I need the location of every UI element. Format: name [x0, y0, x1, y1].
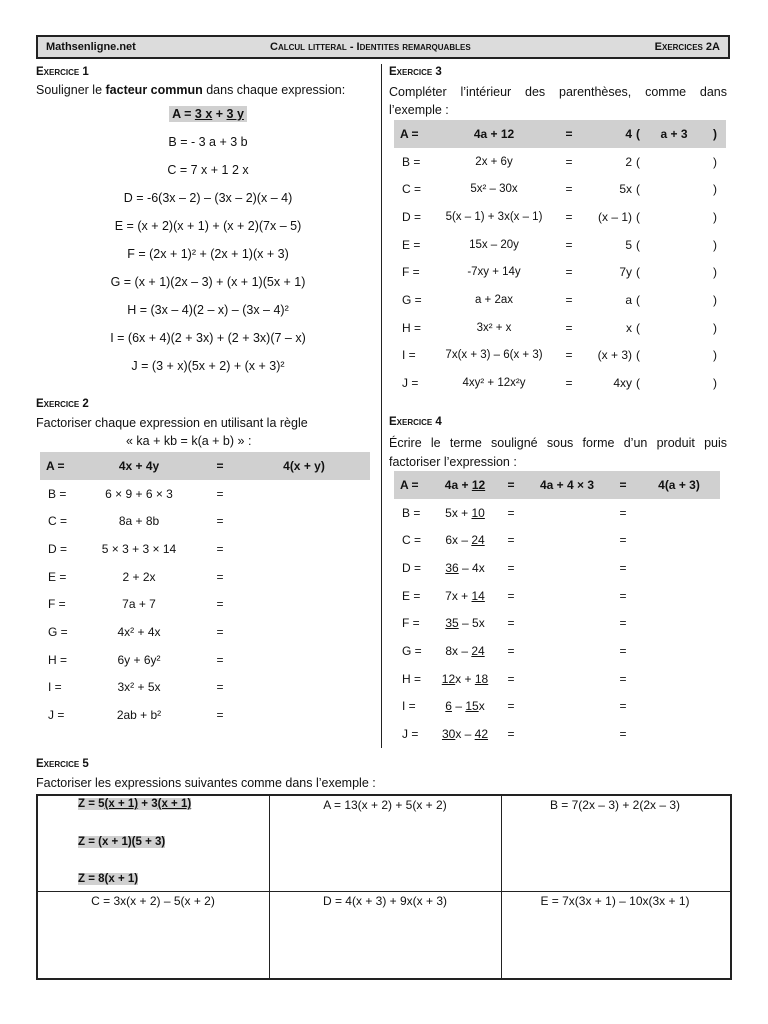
ex3-expr-cell: 15x – 20y: [469, 238, 519, 251]
table-row: [40, 507, 370, 535]
ex5-cell-b[interactable]: [502, 796, 730, 892]
ex5-cell-a[interactable]: [270, 796, 502, 892]
ex2-instruction-2: « ka + kb = k(a + b) » :: [126, 434, 252, 448]
ex3-head-close: ): [704, 120, 726, 148]
table-row: [394, 582, 720, 610]
ex3-close-cell: ): [713, 376, 717, 391]
ex3-open-cell: (: [636, 376, 640, 391]
ex1-expression: I = (6x + 4)(2 + 3x) + (2 + 3x)(7 – x): [110, 331, 306, 345]
ex3-open-cell: (: [636, 320, 640, 335]
ex1-expression: D = -6(3x – 2) – (3x – 2)(x – 4): [123, 191, 293, 205]
table-row: [394, 665, 720, 693]
ex4-label-cell: J =: [402, 727, 419, 742]
ex2-eq-cell: =: [216, 680, 224, 695]
ex2-eq-cell: =: [216, 624, 224, 639]
ex3-title: Exercice 3: [389, 66, 442, 78]
ex4-table: [394, 471, 720, 748]
ex3-inner-cell[interactable]: [644, 148, 704, 176]
column-divider: [381, 64, 382, 748]
ex3-header-row: [394, 120, 726, 148]
table-row: [40, 646, 370, 674]
ex1-instruction: Souligner le facteur commun dans chaque expression:: [36, 83, 346, 97]
ex3-label-cell: G =: [402, 292, 422, 307]
ex4-product-cell[interactable]: [526, 526, 608, 554]
ex4-eq-cell: =: [507, 560, 515, 575]
ex3-eq-cell: =: [565, 154, 573, 169]
ex2-answer-cell[interactable]: [238, 590, 370, 618]
ex3-open-cell: (: [636, 265, 640, 280]
ex2-expr-cell: 3x² + 5x: [117, 680, 161, 695]
ex4-instruction: Écrire le terme souligné sous forme d’un produit puis factoriser l’expression :: [389, 436, 727, 469]
ex3-factor-cell: x: [626, 320, 632, 335]
ex4-expr-cell: 30x – 42: [441, 727, 489, 742]
ex3-factor-cell: (x – 1): [597, 209, 632, 224]
ex2-label-cell: D =: [48, 541, 68, 556]
ex2-header-row: [40, 452, 370, 480]
worksheet-code: Exercices 2A: [654, 41, 720, 53]
ex3-open-cell: (: [636, 237, 640, 252]
ex3-eq-cell: =: [565, 320, 573, 335]
ex4-label-cell: H =: [402, 671, 422, 686]
ex4-result-cell[interactable]: [638, 554, 720, 582]
ex5-title: Exercice 5: [36, 758, 89, 770]
ex4-label-cell: G =: [402, 643, 422, 658]
ex4-result-cell[interactable]: [638, 499, 720, 527]
ex3-head-open: (: [632, 120, 644, 148]
ex4-product-cell[interactable]: [526, 693, 608, 721]
ex3-expr-cell: 4xy² + 12x²y: [462, 377, 526, 390]
ex2-eq-cell: =: [216, 708, 224, 723]
ex2-expr-cell: 6y + 6y²: [117, 652, 161, 667]
ex2-label-cell: E =: [48, 569, 67, 584]
ex3-expr-cell: a + 2ax: [474, 293, 514, 306]
ex3-open-cell: (: [636, 209, 640, 224]
site-name: Mathsenligne.net: [46, 41, 136, 53]
ex4-eq2-cell: =: [619, 643, 627, 658]
ex4-result-cell[interactable]: [638, 665, 720, 693]
table-row: [394, 148, 726, 176]
ex3-expr-cell: 5(x – 1) + 3x(x – 1): [445, 210, 543, 223]
table-row: [40, 674, 370, 702]
ex1-expression: F = (2x + 1)² + (2x + 1)(x + 3): [127, 247, 289, 261]
ex2-expr-cell: 8a + 8b: [118, 514, 160, 529]
ex2-expr-cell: 2 + 2x: [122, 569, 156, 584]
ex2-head-expr: 4x + 4y: [76, 452, 202, 480]
ex3-eq-cell: =: [565, 237, 573, 252]
ex5-expr-e: E = 7x(3x + 1) – 10x(3x + 1): [540, 894, 690, 908]
ex2-answer-cell[interactable]: [238, 480, 370, 508]
ex2-answer-cell[interactable]: [238, 618, 370, 646]
ex1-expression: G = (x + 1)(2x – 3) + (x + 1)(5x + 1): [110, 275, 306, 289]
ex2-eq-cell: =: [216, 514, 224, 529]
ex5-example-line-2: Z = (x + 1)(5 + 3): [78, 836, 166, 848]
table-row: [394, 175, 726, 203]
ex4-head-eq: =: [496, 471, 526, 499]
ex4-product-cell[interactable]: [526, 637, 608, 665]
table-row: [394, 526, 720, 554]
ex3-factor-cell: 4xy: [613, 376, 632, 391]
ex3-factor-cell: 5: [625, 237, 632, 252]
ex3-label-cell: E =: [402, 237, 421, 252]
ex2-answer-cell[interactable]: [238, 674, 370, 702]
ex3-head-label: A =: [394, 120, 434, 148]
ex4-expr-cell: 7x + 14: [445, 588, 485, 603]
ex4-result-cell[interactable]: [638, 609, 720, 637]
ex2-answer-cell[interactable]: [238, 646, 370, 674]
ex5-expr-d: D = 4(x + 3) + 9x(x + 3): [322, 894, 448, 908]
ex3-close-cell: ): [713, 209, 717, 224]
ex4-eq2-cell: =: [619, 533, 627, 548]
ex4-eq2-cell: =: [619, 727, 627, 742]
ex3-inner-cell[interactable]: [644, 231, 704, 259]
ex3-eq-cell: =: [565, 209, 573, 224]
ex4-title: Exercice 4: [389, 416, 442, 428]
ex3-label-cell: H =: [402, 320, 422, 335]
ex3-expr-cell: 3x² + x: [476, 321, 512, 334]
ex4-eq-cell: =: [507, 671, 515, 686]
ex3-open-cell: (: [636, 154, 640, 169]
page-header: [36, 35, 730, 59]
ex4-result-cell[interactable]: [638, 720, 720, 748]
table-row: [394, 499, 720, 527]
table-row: [394, 258, 726, 286]
table-row: [394, 554, 720, 582]
ex4-label-cell: I =: [402, 699, 416, 714]
ex2-answer-cell[interactable]: [238, 563, 370, 591]
ex4-eq2-cell: =: [619, 588, 627, 603]
ex4-product-cell[interactable]: [526, 609, 608, 637]
ex4-product-cell[interactable]: [526, 582, 608, 610]
ex4-head-label: A =: [394, 471, 434, 499]
ex2-eq-cell: =: [216, 597, 224, 612]
ex4-expr-cell: 35 – 5x: [445, 616, 485, 631]
table-row: [40, 590, 370, 618]
ex3-inner-cell[interactable]: [644, 203, 704, 231]
ex1-expression: C = 7 x + 1 2 x: [167, 163, 249, 177]
ex4-eq2-cell: =: [619, 671, 627, 686]
ex3-label-cell: C =: [402, 182, 422, 197]
table-row: [40, 480, 370, 508]
ex1-title: Exercice 1: [36, 66, 89, 78]
ex4-head-product: 4a + 4 × 3: [526, 471, 608, 499]
ex2-answer-cell[interactable]: [238, 535, 370, 563]
ex3-close-cell: ): [713, 182, 717, 197]
ex3-label-cell: D =: [402, 209, 422, 224]
ex4-head-eq2: =: [608, 471, 638, 499]
ex4-expr-cell: 36 – 4x: [445, 560, 485, 575]
ex2-expr-cell: 2ab + b²: [116, 708, 162, 723]
ex2-answer-cell[interactable]: [238, 507, 370, 535]
ex3-inner-cell[interactable]: [644, 258, 704, 286]
ex4-label-cell: C =: [402, 533, 422, 548]
ex4-eq-cell: =: [507, 616, 515, 631]
ex3-inner-cell[interactable]: [644, 314, 704, 342]
worksheet-title: Calcul litteral - Identites remarquables: [270, 41, 471, 53]
ex5-cell-e[interactable]: [502, 892, 730, 978]
ex3-instruction: Compléter l’intérieur des parenthèses, comme dans l’exemple :: [389, 85, 727, 117]
ex3-close-cell: ): [713, 292, 717, 307]
ex4-eq-cell: =: [507, 699, 515, 714]
ex2-head-label: A =: [40, 452, 76, 480]
ex2-eq-cell: =: [216, 486, 224, 501]
ex2-eq-cell: =: [216, 569, 224, 584]
ex2-answer-cell[interactable]: [238, 701, 370, 729]
ex3-close-cell: ): [713, 237, 717, 252]
ex4-expr-cell: 8x – 24: [445, 643, 485, 658]
ex3-expr-cell: -7xy + 14y: [467, 266, 521, 279]
ex4-eq2-cell: =: [619, 560, 627, 575]
ex3-factor-cell: 7y: [619, 265, 632, 280]
ex3-inner-cell[interactable]: [644, 342, 704, 370]
ex4-eq2-cell: =: [619, 699, 627, 714]
table-row: [394, 342, 726, 370]
ex3-open-cell: (: [636, 292, 640, 307]
ex2-expr-cell: 4x² + 4x: [117, 624, 161, 639]
table-row: [40, 618, 370, 646]
ex3-expr-cell: 2x + 6y: [475, 155, 513, 168]
ex4-label-cell: E =: [402, 588, 421, 603]
ex4-result-cell[interactable]: [638, 637, 720, 665]
ex4-expr-cell: 5x + 10: [445, 505, 485, 520]
ex3-eq-cell: =: [565, 292, 573, 307]
ex4-header-row: [394, 471, 720, 499]
ex2-eq-cell: =: [216, 541, 224, 556]
ex3-factor-cell: (x + 3): [597, 348, 632, 363]
ex2-label-cell: B =: [48, 486, 67, 501]
table-row: [40, 701, 370, 729]
table-row: [394, 314, 726, 342]
ex2-label-cell: C =: [48, 514, 68, 529]
ex4-product-cell[interactable]: [526, 499, 608, 527]
ex2-table: [40, 452, 370, 729]
table-row: [394, 609, 720, 637]
ex4-expr-cell: 6 – 15x: [445, 699, 485, 714]
ex2-label-cell: F =: [48, 597, 66, 612]
ex2-head-answer: 4(x + y): [238, 452, 370, 480]
ex3-head-eq: =: [554, 120, 584, 148]
ex4-eq-cell: =: [507, 505, 515, 520]
ex3-open-cell: (: [636, 348, 640, 363]
ex4-label-cell: F =: [402, 616, 420, 631]
ex3-label-cell: B =: [402, 154, 421, 169]
ex3-close-cell: ): [713, 154, 717, 169]
ex3-eq-cell: =: [565, 182, 573, 197]
ex2-expr-cell: 6 × 9 + 6 × 3: [105, 486, 173, 501]
ex5-example-cell: [38, 796, 270, 892]
ex3-eq-cell: =: [565, 265, 573, 280]
ex5-example-line-1: Z = 5(x + 1) + 3(x + 1): [78, 798, 192, 810]
ex2-label-cell: G =: [48, 624, 68, 639]
ex4-expr-cell: 6x – 24: [445, 533, 485, 548]
ex2-label-cell: J =: [48, 708, 65, 723]
ex4-head-result: 4(a + 3): [638, 471, 720, 499]
ex4-eq-cell: =: [507, 588, 515, 603]
ex3-factor-cell: a: [625, 292, 632, 307]
table-row: [40, 535, 370, 563]
ex4-result-cell[interactable]: [638, 582, 720, 610]
ex5-expr-b: B = 7(2x – 3) + 2(2x – 3): [549, 798, 681, 812]
ex2-instruction-1: Factoriser chaque expression en utilisant la règle: [36, 416, 308, 430]
ex5-instruction: Factoriser les expressions suivantes comme dans l’exemple :: [36, 776, 376, 790]
ex5-example-line-3: Z = 8(x + 1): [78, 873, 139, 885]
ex3-head-inner: a + 3: [644, 120, 704, 148]
table-row: [394, 693, 720, 721]
ex3-head-factor: 4: [584, 120, 632, 148]
ex2-head-eq: =: [202, 452, 238, 480]
ex3-expr-cell: 5x² – 30x: [470, 183, 518, 196]
ex4-product-cell[interactable]: [526, 665, 608, 693]
ex2-eq-cell: =: [216, 652, 224, 667]
table-row: [394, 231, 726, 259]
ex3-close-cell: ): [713, 265, 717, 280]
ex5-expr-c: C = 3x(x + 2) – 5(x + 2): [91, 894, 215, 908]
ex1-expression: E = (x + 2)(x + 1) + (x + 2)(7x – 5): [114, 219, 302, 233]
ex2-label-cell: H =: [48, 652, 68, 667]
ex3-close-cell: ): [713, 320, 717, 335]
ex3-label-cell: J =: [402, 376, 419, 391]
table-row: [394, 286, 726, 314]
ex3-close-cell: ): [713, 348, 717, 363]
ex1-expression: B = - 3 a + 3 b: [168, 135, 248, 149]
ex3-expr-cell: 7x(x + 3) – 6(x + 3): [445, 349, 543, 362]
table-row: [394, 637, 720, 665]
ex5-expr-a: A = 13(x + 2) + 5(x + 2): [323, 798, 447, 812]
ex4-result-cell[interactable]: [638, 526, 720, 554]
ex4-expr-cell: 12x + 18: [441, 671, 489, 686]
ex4-label-cell: D =: [402, 560, 422, 575]
ex3-inner-cell[interactable]: [644, 286, 704, 314]
ex4-result-cell[interactable]: [638, 693, 720, 721]
ex2-expr-cell: 5 × 3 + 3 × 14: [101, 541, 177, 556]
table-row: [394, 203, 726, 231]
table-row: [40, 563, 370, 591]
ex1-expression: H = (3x – 4)(2 – x) – (3x – 4)²: [127, 303, 289, 317]
ex2-label-cell: I =: [48, 680, 62, 695]
ex1-expression: J = (3 + x)(5x + 2) + (x + 3)²: [131, 359, 285, 373]
table-row: [394, 369, 726, 397]
ex3-head-expr: 4a + 12: [434, 120, 554, 148]
ex3-eq-cell: =: [565, 348, 573, 363]
ex4-head-expr: 4a + 12: [434, 471, 496, 499]
ex3-factor-cell: 2: [625, 154, 632, 169]
table-row: [394, 720, 720, 748]
ex3-factor-cell: 5x: [619, 182, 632, 197]
ex4-eq-cell: =: [507, 643, 515, 658]
ex4-eq2-cell: =: [619, 505, 627, 520]
ex3-inner-cell[interactable]: [644, 175, 704, 203]
ex3-open-cell: (: [636, 182, 640, 197]
ex1-expr-a: A = 3 x + 3 y: [36, 107, 380, 121]
ex3-label-cell: F =: [402, 265, 420, 280]
ex4-eq-cell: =: [507, 727, 515, 742]
ex2-title: Exercice 2: [36, 398, 89, 410]
ex3-label-cell: I =: [402, 348, 416, 363]
ex4-product-cell[interactable]: [526, 554, 608, 582]
ex2-expr-cell: 7a + 7: [122, 597, 156, 612]
ex4-label-cell: B =: [402, 505, 421, 520]
ex4-product-cell[interactable]: [526, 720, 608, 748]
ex3-eq-cell: =: [565, 376, 573, 391]
ex4-eq2-cell: =: [619, 616, 627, 631]
ex5-cell-d[interactable]: [270, 892, 502, 978]
ex5-cell-c[interactable]: [38, 892, 270, 978]
ex4-eq-cell: =: [507, 533, 515, 548]
ex5-grid: [36, 794, 732, 980]
ex3-table: [394, 120, 726, 397]
ex3-inner-cell[interactable]: [644, 369, 704, 397]
